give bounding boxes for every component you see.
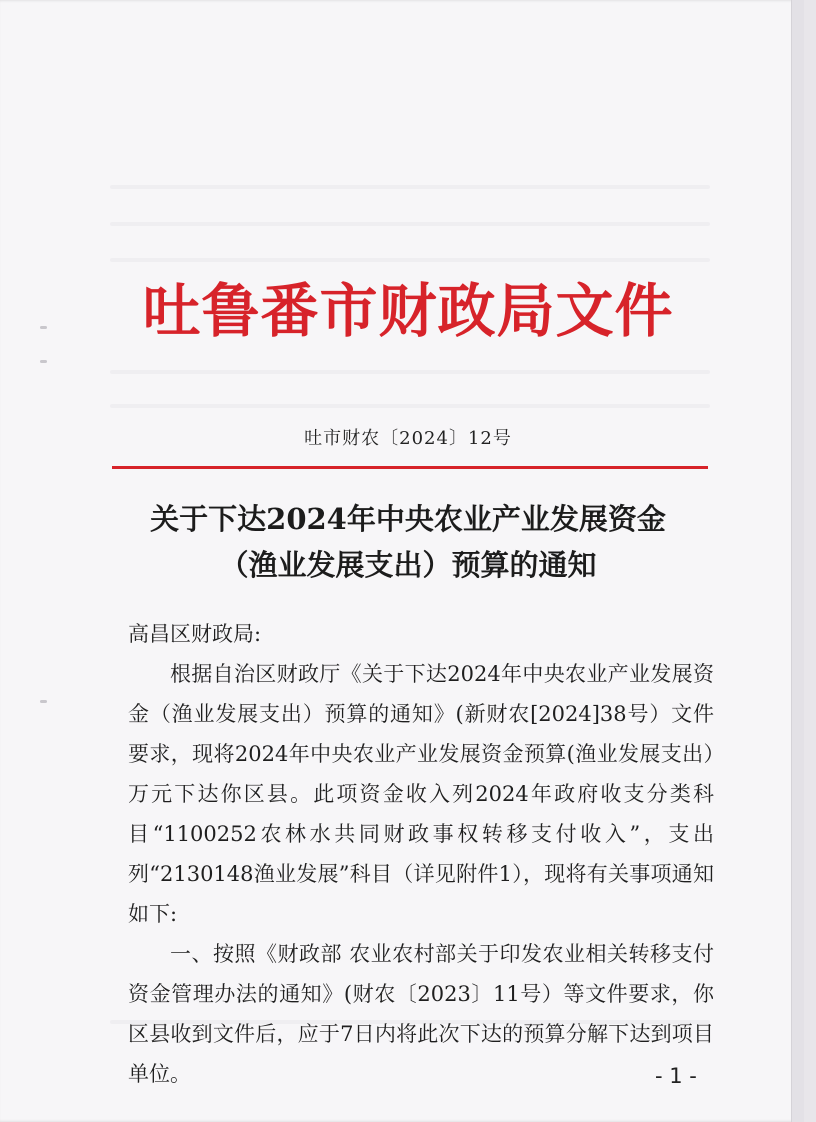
punch-hole-mark: [40, 360, 47, 363]
notice-title-line-2: （渔业发展支出）预算的通知: [219, 548, 597, 582]
bleed-through-line: [110, 404, 710, 408]
page-number: - 1 -: [655, 1064, 697, 1088]
body-paragraph-2: 一、按照《财政部 农业农村部关于印发农业相关转移支付资金管理办法的通知》(财农〔2023〕11号）等文件要求，你区县收到文件后，应于7日内将此次下达的预算分解下达到项目单位。: [128, 942, 714, 1086]
bleed-through-line: [110, 370, 710, 374]
document-number: 吐市财农〔2024〕12号: [304, 428, 512, 449]
notice-title-line-1: 关于下达2024年中央农业产业发展资金: [150, 502, 666, 536]
bleed-through-line: [110, 258, 710, 262]
bleed-through-line: [110, 222, 710, 226]
document-header-title: 吐鲁番市财政局文件: [142, 277, 674, 345]
body-paragraph-1: 根据自治区财政厅《关于下达2024年中央农业产业发展资金（渔业发展支出）预算的通知》(新财农[2024]38号）文件要求，现将2024年中央农业产业发展资金预算(渔业发展支出）万元下达你区县。此项资金收入列2024年政府收支分类科目“1100252农林水共同财政事权转移支付收入”，支出列“2130148渔业发展”科目（详见附件1），现将有关事项通知如下:: [128, 662, 714, 926]
document-body: [128, 614, 714, 1094]
salutation: 高昌区财政局:: [128, 622, 262, 646]
punch-hole-mark: [40, 700, 47, 703]
red-divider-line: [112, 466, 708, 469]
notice-title: [0, 496, 804, 588]
bleed-through-line: [110, 185, 710, 189]
